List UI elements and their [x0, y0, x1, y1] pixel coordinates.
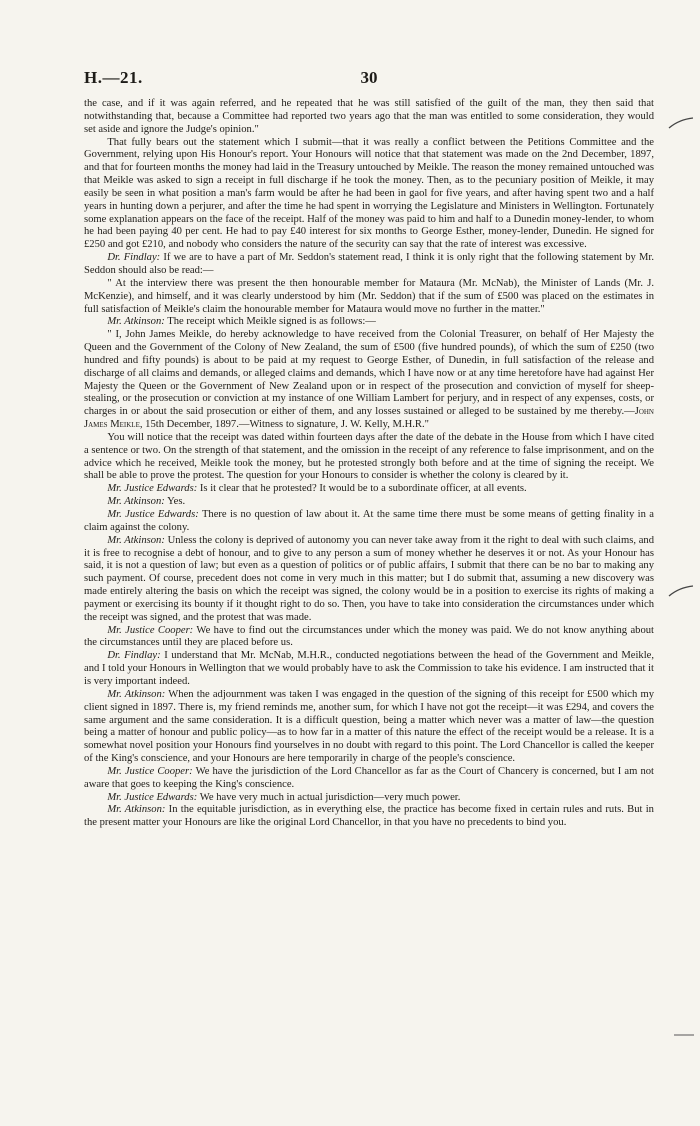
paragraph: Mr. Atkinson: When the adjournment was taken I was engaged in the question of the signing of this receipt for £500 which my client signed in 1897. There is, my friend reminds me, another sum, for which I have not got the receipt—it was £294, and covers the same argument and the same consideration. It is a difficult question, being a matter which never was a matter of law—the question being a matter of honour and public policy—as to how far in a matter of this nature the effect of the receipt would be a release. It is a somewhat novel position your Honours find yourselves in no doubt with regard to this point. The Lord Chancellor is called the keeper of the King's conscience, and your Honours are here temporarily in charge of the people's conscience. — [84, 688, 655, 765]
page-number: 30 — [360, 68, 378, 87]
paragraph: Mr. Justice Edwards: There is no question of law about it. At the same time there must be some means of getting finality in a claim against the colony. — [84, 509, 654, 533]
paragraph: Mr. Atkinson: The receipt which Meikle signed is as follows:— — [107, 316, 376, 328]
margin-dash-mark — [672, 1028, 698, 1042]
margin-tick-mark — [668, 116, 694, 130]
speaker-label: Mr. Justice Edwards: — [107, 483, 198, 495]
paragraph: You will notice that the receipt was dated within fourteen days after the date of the debate in the House from which I have cited a sentence or two. On the strength of that statement, and the omission in the receipt of any reference to false imprisonment, and on the advice which he received, Meikle took the money, but he protested strongly both before and at the time of signing the receipt. We shall be able to prove the protest. The question for your Honours to consider is whether the colony is cleared by it. — [84, 431, 654, 482]
paragraph: Mr. Atkinson: Yes. — [107, 496, 186, 508]
signature-name: John James Meikle — [84, 406, 654, 431]
paragraph: Mr. Atkinson: Unless the colony is deprived of autonomy you can never take away from it the right to deal with such claims, and it is free to recognise a debt of honour, and to give to any person a sum of money whether he deserves it or not. As your Honour has said, it is not a question of law; but even as a question of politics or of public affairs, I submit that there can be no bar to making any such payment. Of course, precedent does not come in very much in this matter; but I do submit that, assuming a new discovery was made entirely altering the basis on which the receipt was signed, the colony would be in a position to exercise its rights of making a payment or exercising its bounty if it thought right to do so. Then, you have to take into consideration the circumstances under which the receipt was signed, and the protest that was made. — [84, 534, 654, 623]
paragraph: Mr. Justice Cooper: We have the jurisdiction of the Lord Chancellor as far as the Court of Chancery is concerned, but I am not aware that goes to keeping the King's conscience. — [84, 765, 654, 790]
body-text — [84, 98, 654, 830]
speaker-label: Mr. Justice Edwards: — [107, 791, 198, 803]
speaker-label: Dr. Findlay: — [107, 252, 161, 264]
paragraph: Mr. Justice Edwards: Is it clear that he protested? It would be to a subordinate officer, at all events. — [107, 483, 527, 495]
speaker-label: Mr. Atkinson: — [107, 804, 166, 816]
speaker-label: Dr. Findlay: — [107, 650, 161, 662]
paragraph: " At the interview there was present the then honourable member for Mataura (Mr. McNab), the Minister of Lands (Mr. J. McKenzie), and himself, and it was clearly understood by him (Mr. Seddon) that if the sum of £500 was placed on the estimates in full satisfaction of Meikle's claim the honourable member for Mataura would move no further in the matter." — [84, 277, 654, 315]
paragraph: Mr. Atkinson: In the equitable jurisdiction, as in everything else, the practice has become fixed in certain rules and ruts. But in the present matter your Honours are like the original Lord Chancellor, in that you have no precedents to bind you. — [84, 804, 654, 829]
page-header — [84, 68, 654, 90]
paragraph: Mr. Justice Cooper: We have to find out the circumstances under which the money was paid. We do not know anything about the circumstances until they are placed before us. — [84, 624, 654, 649]
paragraph: Dr. Findlay: I understand that Mr. McNab, M.H.R., conducted negotiations between the head of the Government and Meikle, and I told your Honours in Wellington that we would probably have to ask the Commission to take his evidence. I am instructed that it is very important indeed. — [84, 650, 654, 687]
speaker-label: Mr. Justice Cooper: — [107, 624, 194, 636]
speaker-label: Mr. Atkinson: — [107, 688, 166, 700]
speaker-label: Mr. Atkinson: — [107, 316, 165, 328]
paragraph: Mr. Justice Edwards: We have very much in actual jurisdiction—very much power. — [107, 791, 461, 803]
speaker-label: Mr. Atkinson: — [107, 534, 165, 546]
paragraph: the case, and if it was again referred, and he repeated that he was still satisfied of the guilt of the man, they then said that notwithstanding that, because a Committee had reported two years ago that the man was entitled to some consideration, they would set aside and ignore the Judge's opinion." — [84, 98, 654, 135]
receipt-quote: " I, John James Meikle, do hereby acknowledge to have received from the Colonial Treasurer, on behalf of Her Majesty the Queen and the Government of the Colony of New Zealand, the sum of £500 (five hundred pounds), of which the sum of £250 (two hundred and fifty pounds) is about to be paid at my request to George Esther, of Dunedin, in full satisfaction of the release and discharge of all claims and demands, or alleged claims and demands, which I have now or at any time heretofore have had against Her Majesty the Queen or the Government of New Zealand upon or in respect of the prosecution and conviction of myself for sheep-stealing, or the prosecution or conviction at my instance of one William Lambert for perjury, and in respect of any expenses, costs, or charges in or about the said prosecution or either of them, and any losses sustained or alleged to be sustained by me thereby.—John James Meikle, 15th December, 1897.—Witness to signature, J. W. Kelly, M.H.R." — [84, 329, 654, 431]
speaker-label: Mr. Justice Edwards: — [107, 509, 199, 520]
speaker-label: Mr. Atkinson: — [107, 496, 165, 508]
paragraph: That fully bears out the statement which I submit—that it was really a conflict between the Petitions Committee and the Government, relying upon His Honour's report. Your Honours will notice that that statement was made on the 2nd December, 1897, and that for fourteen months the money had laid in the Treasury untouched by Meikle. The reason the money remained untouched was that Meikle was asked to sign a receipt in full discharge if he took the money. Then, as to the pecuniary position of Meikle, it may easily be seen in what position a man's farm would be after he had been in gaol for five years, and after having spent two and a half years in hunting down a perjurer, and after the time he had spent in worrying the Legislature and Ministers in Wellington. Fortunately some explanation appears on the face of the receipt. Half of the money was paid to him and half to a Dunedin money-lender, to whom he had been paying 40 per cent. He had to pay £40 interest for six months to George Esther, money-lender, Dunedin. He signed for £250 and got £210, and nobody who considers the nature of the security can say that the rate of interest was excessive. — [84, 136, 654, 251]
paragraph: Dr. Findlay: If we are to have a part of Mr. Seddon's statement read, I think it is only right that the following statement by Mr. Seddon should also be read:— — [84, 252, 655, 276]
margin-tick-mark — [668, 584, 694, 598]
document-reference: H.—21. — [84, 68, 143, 87]
speaker-label: Mr. Justice Cooper: — [107, 765, 193, 777]
